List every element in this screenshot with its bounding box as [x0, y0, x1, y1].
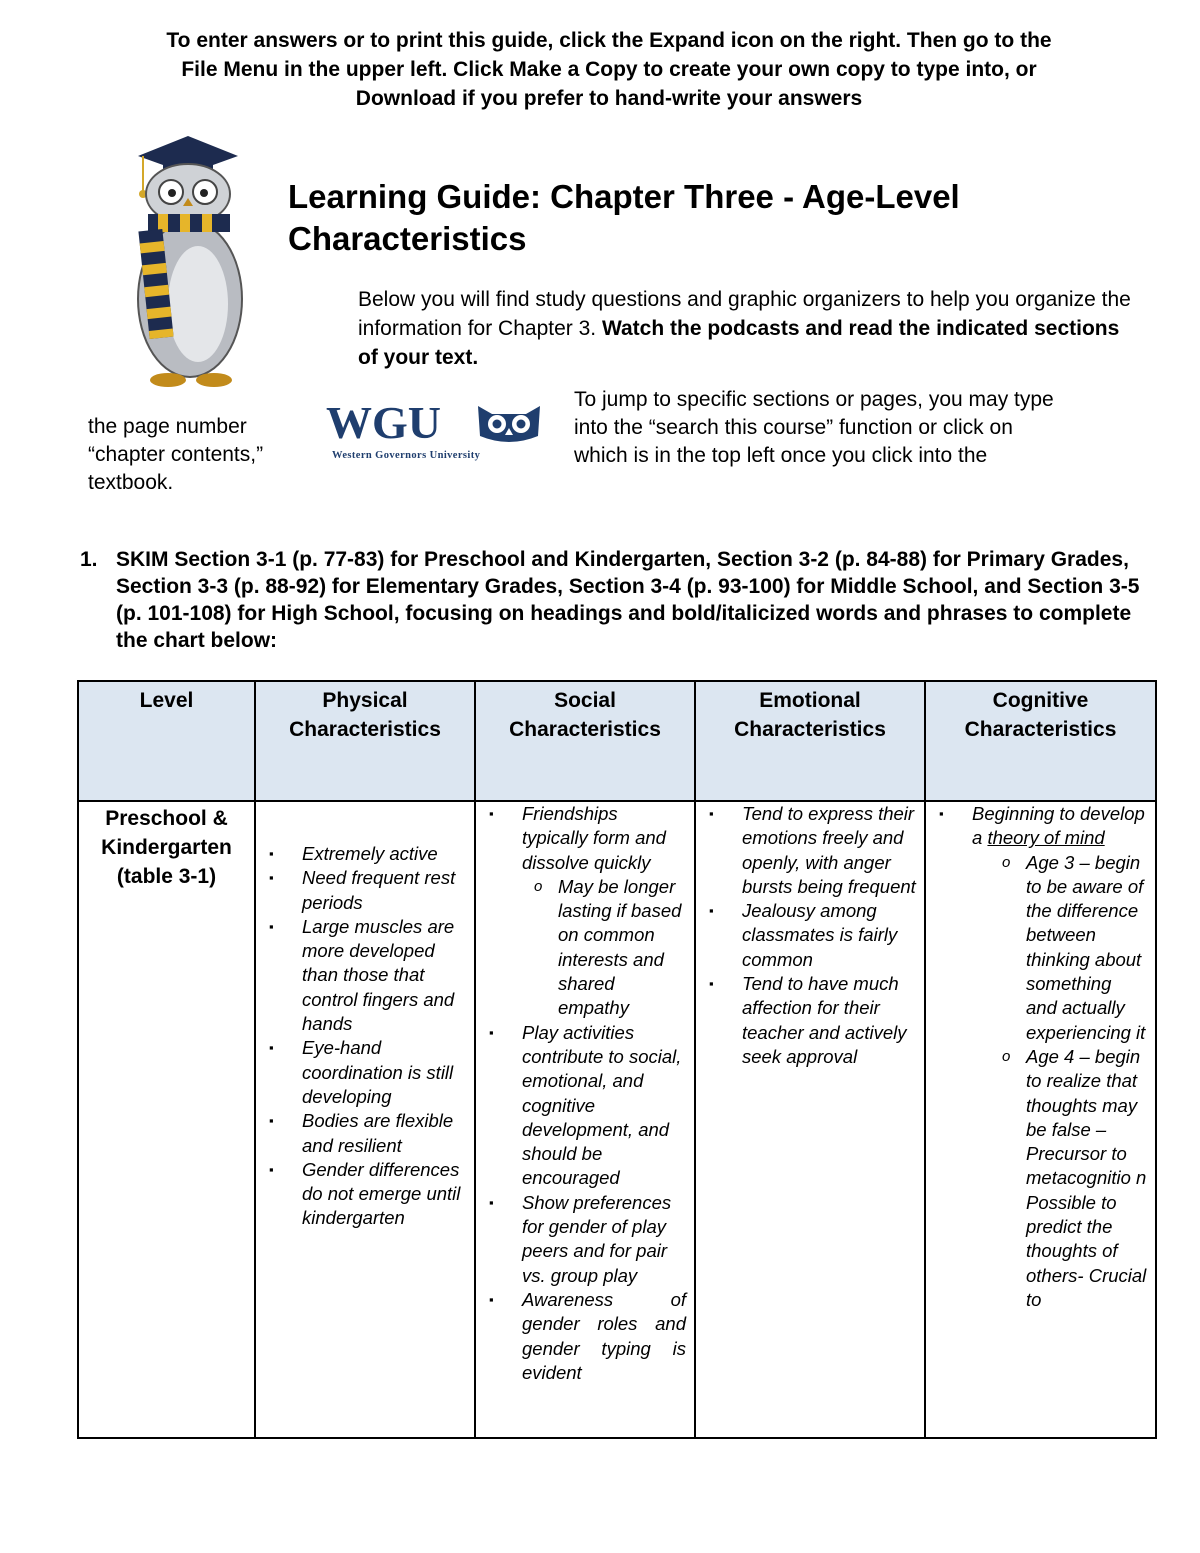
header-emotional: Emotional Characteristics: [695, 681, 925, 801]
wgu-logo: [326, 398, 546, 462]
jump-line-1: To jump to specific sections or pages, you may type: [574, 388, 1054, 411]
level-line-3: (table 3-1): [116, 865, 217, 888]
list-item: ▪ Awareness of gender roles and gender typing is evident: [476, 1288, 686, 1385]
list-item: ▪ Large muscles are more developed than those that control fingers and hands: [256, 915, 466, 1036]
jump-instructions: [574, 386, 1164, 470]
header-level: Level: [78, 681, 255, 801]
instructions-notice: [60, 26, 1158, 113]
header-social: Social Characteristics: [475, 681, 695, 801]
jump-instructions-continued: [88, 413, 318, 497]
jump-line-3: which is in the top left once you click into the: [574, 444, 988, 467]
question-number: 1.: [80, 548, 98, 571]
cognitive-list: [926, 802, 1155, 1312]
cognitive-item-1: Beginning to develop a: [972, 803, 1145, 849]
social-list: [476, 802, 694, 1385]
table-header-row: [78, 681, 1156, 801]
sub-list-item: o Age 4 – begin to realize that thoughts may be false – Precursor to metacognitio n Possible to predict the thoughts of others- Crucial to: [990, 1045, 1147, 1312]
left-line-1: the page number: [88, 415, 247, 438]
jump-line-2: into the “search this course” function or click on: [574, 416, 1013, 439]
header-physical: Physical Characteristics: [255, 681, 475, 801]
physical-list: [256, 842, 474, 1231]
list-item: ▪ Play activities contribute to social, emotional, and cognitive development, and should be encouraged: [476, 1021, 686, 1191]
intro-text: Below you will find study questions and graphic organizers to help you organize the information for Chapter 3.: [358, 288, 1131, 340]
header-cognitive: Cognitive Characteristics: [925, 681, 1156, 801]
social-cell[interactable]: [475, 801, 695, 1438]
notice-line-2: File Menu in the upper left. Click Make a Copy to create your own copy to type into, or: [181, 58, 1037, 81]
list-item: ▪ Bodies are flexible and resilient: [256, 1109, 466, 1158]
question-1: [80, 546, 1140, 654]
cognitive-cell[interactable]: [925, 801, 1156, 1438]
notice-line-1: To enter answers or to print this guide, click the Expand icon on the right. Then go to the: [166, 29, 1052, 52]
wgu-logo-subtext: Western Governors University: [332, 450, 481, 461]
physical-cell[interactable]: [255, 801, 475, 1438]
left-line-3: textbook.: [88, 471, 174, 494]
characteristics-table: [77, 680, 1157, 1439]
list-item: ▪ Jealousy among classmates is fairly common: [696, 899, 916, 972]
intro-bold-text: Watch the podcasts and read the indicated sections of your text.: [358, 317, 1120, 369]
theory-of-mind-term: theory of mind: [987, 827, 1105, 849]
level-line-1: Preschool &: [105, 807, 228, 830]
wgu-logo-text: WGU: [326, 398, 441, 448]
list-item: ▪ Extremely active: [256, 842, 466, 866]
list-item: ▪ Tend to have much affection for their teacher and actively seek approval: [696, 972, 916, 1069]
list-item: ▪ Tend to express their emotions freely and openly, with anger bursts being frequent: [696, 802, 916, 899]
list-item: ▪ Eye-hand coordination is still developing: [256, 1036, 466, 1109]
owl-mascot-icon: [108, 134, 268, 394]
question-text: SKIM Section 3-1 (p. 77-83) for Preschool and Kindergarten, Section 3-2 (p. 84-88) for Primary Grades, Section 3-3 (p. 88-92) for Elementary Grades, Section 3-4 (p. 93-100) for Middle School, and Section 3-5 (p. 101-108) for High School, focusing on headings and bold/italicized words and phrases to complete the chart below:: [116, 548, 1140, 652]
cognitive-sublist: [990, 851, 1147, 1313]
social-item-1: Friendships typically form and dissolve quickly: [522, 803, 666, 873]
level-line-2: Kindergarten: [101, 836, 232, 859]
social-sublist: [522, 875, 686, 1021]
list-item: [926, 802, 1147, 1312]
sub-list-item: o Age 3 – begin to be aware of the difference between thinking about something and actually experiencing it: [990, 851, 1147, 1045]
title-line-2: Characteristics: [288, 220, 527, 257]
emotional-list: [696, 802, 924, 1069]
list-item: [476, 802, 686, 1021]
notice-line-3: Download if you prefer to hand-write your answers: [355, 87, 863, 110]
emotional-cell[interactable]: [695, 801, 925, 1438]
level-cell: [78, 801, 255, 1438]
sub-list-item: o May be longer lasting if based on common interests and shared empathy: [522, 875, 686, 1021]
left-line-2: “chapter contents,”: [88, 443, 264, 466]
intro-paragraph: [358, 285, 1138, 372]
list-item: ▪ Show preferences for gender of play peers and for pair vs. group play: [476, 1191, 686, 1288]
table-row: [78, 801, 1156, 1438]
wgu-owl-icon: [478, 406, 540, 442]
page-title: [288, 176, 1108, 260]
title-line-1: Learning Guide: Chapter Three - Age-Level: [288, 178, 960, 215]
list-item: ▪ Gender differences do not emerge until kindergarten: [256, 1158, 466, 1231]
list-item: ▪ Need frequent rest periods: [256, 866, 466, 915]
